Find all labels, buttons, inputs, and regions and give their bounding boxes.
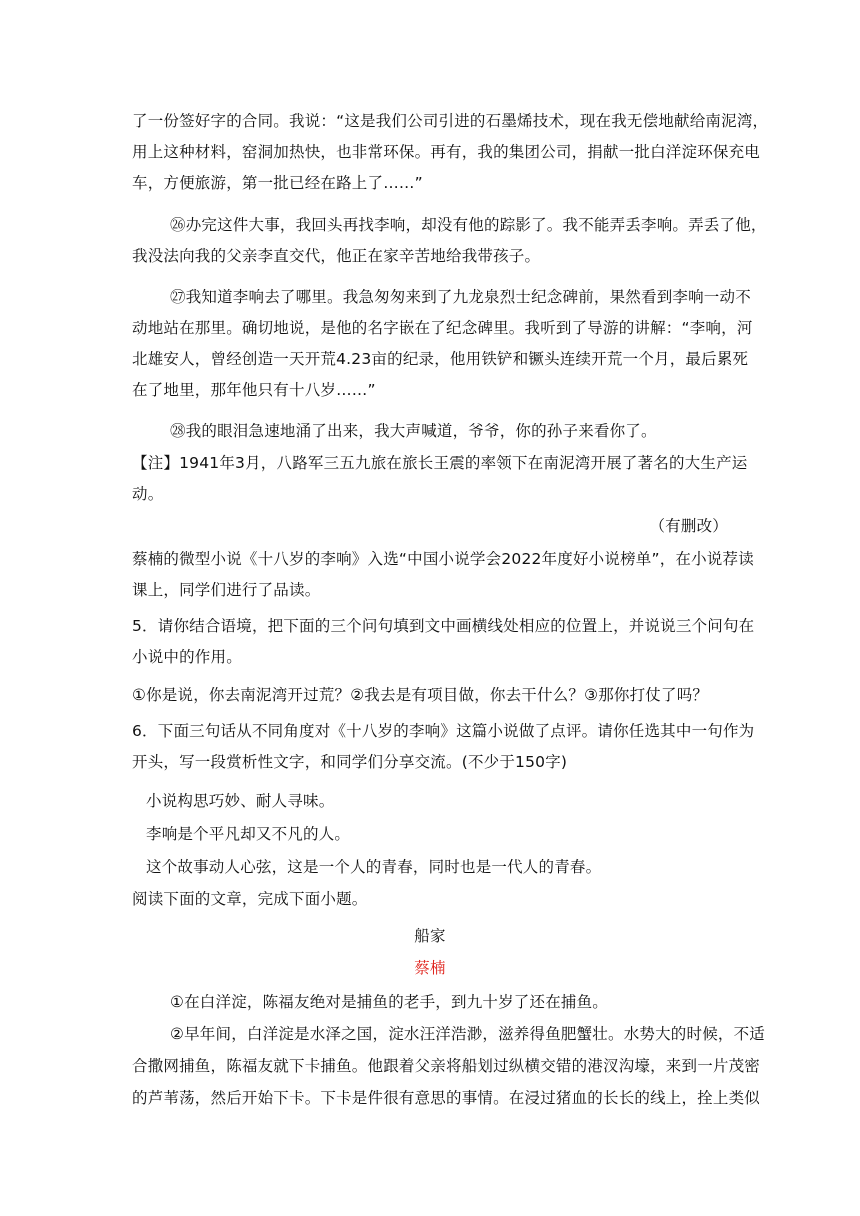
question-6: 6．下面三句话从不同角度对《十八岁的李响》这篇小说做了点评。请你任选其中一句作为 — [132, 722, 755, 740]
question-5-cont: 小说中的作用。 — [132, 648, 242, 666]
text-line: 动地站在那里。确切地说，是他的名字嵌在了纪念碑里。我听到了导游的讲解：“李响，河 — [132, 319, 753, 337]
text-line: 合撒网捕鱼，陈福友就下卡捕鱼。他跟着父亲将船划过纵横交错的港汊沟壕，来到一片茂密 — [132, 1057, 761, 1075]
edited-note: （有删改） — [649, 517, 728, 535]
paragraph-28-line: ㉘我的眼泪急速地涌了出来，我大声喊道，爷爷，你的孙子来看你了。 — [170, 422, 657, 440]
comment-option: 小说构思巧妙、耐人寻味。 — [146, 792, 335, 810]
paragraph-27-line: ㉗我知道李响去了哪里。我急匆匆来到了九龙泉烈士纪念碑前，果然看到李响一动不 — [170, 288, 751, 306]
question-5: 5．请你结合语境，把下面的三个问句填到文中画横线处相应的位置上，并说说三个问句在 — [132, 617, 755, 635]
intro-line: 蔡楠的微型小说《十八岁的李响》入选“中国小说学会2022年度好小说榜单”，在小说荐读 — [132, 550, 754, 568]
article-title: 船家 — [414, 927, 446, 945]
text-line: 了一份签好字的合同。我说：“这是我们公司引进的石墨烯技术，现在我无偿地献给南泥湾， — [132, 112, 769, 130]
reading-instruction: 阅读下面的文章，完成下面小题。 — [132, 890, 368, 908]
text-line: 在了地里，那年他只有十八岁……” — [132, 381, 376, 399]
question-5-options: ①你是说，你去南泥湾开过荒？②我去是有项目做，你去干什么？③那你打仗了吗？ — [132, 686, 709, 704]
text-line: 的芦苇荡，然后开始下卡。下卡是件很有意思的事情。在浸过猪血的长长的线上，拴上类似 — [132, 1089, 761, 1107]
paragraph-2-line: ②早年间，白洋淀是水泽之国，淀水汪洋浩渺，滋养得鱼肥蟹壮。水势大的时候，不适 — [170, 1025, 765, 1043]
comment-option: 这个故事动人心弦，这是一个人的青春，同时也是一代人的青春。 — [146, 858, 602, 876]
text-line: 北雄安人，曾经创造一天开荒4.23亩的纪录，他用铁铲和镢头连续开荒一个月，最后累死 — [132, 350, 749, 368]
paragraph-1-line: ①在白洋淀，陈福友绝对是捕鱼的老手，到九十岁了还在捕鱼。 — [170, 993, 608, 1011]
question-6-cont: 开头，写一段赏析性文字，和同学们分享交流。(不少于150字) — [132, 753, 568, 771]
intro-line: 课上，同学们进行了品读。 — [132, 581, 321, 599]
text-line: 我没法向我的父亲李直交代，他正在家辛苦地给我带孩子。 — [132, 247, 541, 265]
paragraph-26-line: ㉖办完这件大事，我回头再找李响，却没有他的踪影了。我不能弄丢李响。弄丢了他， — [170, 216, 767, 234]
note-line: 动。 — [132, 485, 164, 503]
comment-option: 李响是个平凡却又不凡的人。 — [146, 825, 351, 843]
note-line: 【注】1941年3月，八路军三五九旅在旅长王震的率领下在南泥湾开展了著名的大生产运 — [132, 454, 748, 472]
article-author: 蔡楠 — [414, 959, 446, 977]
text-line: 用上这种材料，窑洞加热快，也非常环保。再有，我的集团公司，捐献一批白洋淀环保充电 — [132, 143, 761, 161]
text-line: 车，方便旅游，第一批已经在路上了……” — [132, 174, 423, 192]
